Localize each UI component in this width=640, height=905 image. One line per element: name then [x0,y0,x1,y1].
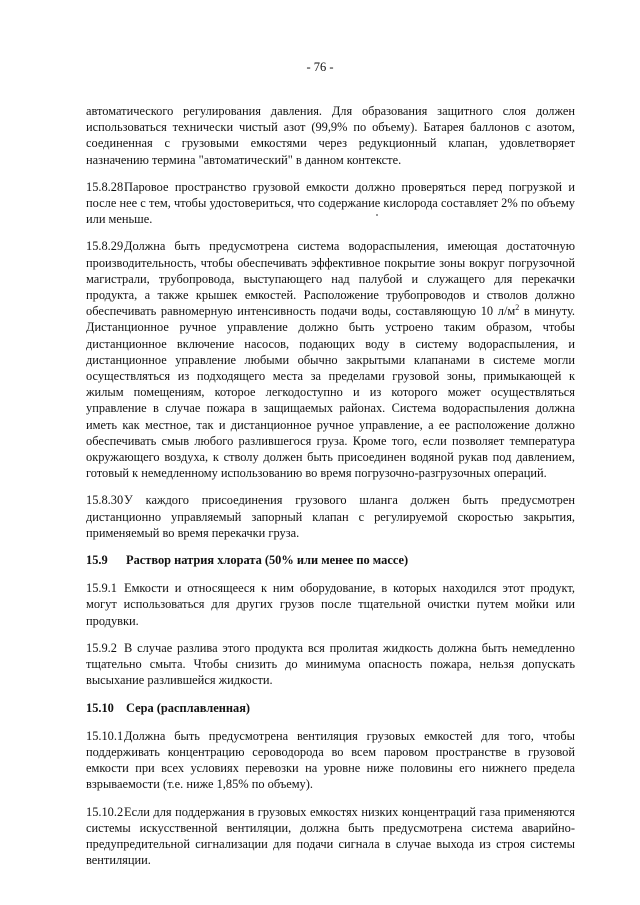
paragraph-text: Емкости и относящееся к ним оборудование, в которых находился этот продукт, могут использоваться для других грузов после тщательной очистки путем мойки или продувки. [86,581,575,628]
paragraph-number: 15.9.1 [86,581,117,596]
paragraph-15-8-30 [86,492,575,541]
paragraph-text-part-b: в минуту. Дистанционное ручное управление должно быть устроено таким образом, чтобы дистанционное включение насосов, подающих воду в систему водораспыления, и дистанционное управление любыми обычно закрытыми клапанами в системе могли осуществляться из подходящего места за пределами грузовой зоны, примыкающей к жилым помещениям, которое легкодоступно и из которого может осуществляться управление в случае пожара в защищаемых районах. Система водораспыления должна иметь как местное, так и дистанционное ручное управление, а ее расположение должно обеспечивать смыв любого разлившегося груза. Кроме того, если позволяет температура окружающего воздуха, к стволу должен быть присоединен водяной рукав под давлением, готовый к немедленному использованию во время погрузочно-разгрузочных операций. [86,304,575,481]
paragraph-number: 15.8.30 [86,493,124,508]
paragraph-15-9-2 [86,640,575,689]
paragraph-text: Если для поддержания в грузовых емкостях низких концентраций газа применяются системы искусственной вентиляции, должна быть предусмотрена система аварийно-предупредительной сигнализации для подачи сигнала в случае выхода из строя системы вентиляции. [86,804,575,868]
section-title: Раствор натрия хлората (50% или менее по массе) [126,553,409,568]
superscript: 2 [515,303,520,313]
document-body [86,103,575,879]
paragraph-number: 15.8.28 [86,179,124,194]
paragraph-number: 15.10.2 [86,804,124,819]
section-number: 15.9 [86,553,108,568]
paragraph-text: В случае разлива этого продукта вся пролитая жидкость должна быть немедленно тщательно смыта. Чтобы снизить до минимума опасность пожара, нельзя допускать высыхание разлившейся жидкости. [86,640,575,688]
paragraph-text: автоматического регулирования давления. Для образования защитного слоя должен использоваться технически чистый азот (99,9% по объему). Батарея баллонов с азотом, соединенная с грузовыми емкостями через редукционный клапан, удовлетворяет назначению термина "автоматический" в данном контексте. [86,104,575,167]
paragraph-intro [86,103,575,168]
paragraph-15-9-1 [86,580,575,629]
section-heading-15-9 [86,552,575,568]
section-heading-15-10 [86,700,575,716]
paragraph-text: У каждого присоединения грузового шланга должен быть предусмотрен дистанционно управляемый запорный клапан с регулируемой скоростью закрытия, применяемый во время перекачки груза. [86,493,575,540]
paragraph-number: 15.8.29 [86,239,124,254]
paragraph-text: Должна быть предусмотрена вентиляция грузовых емкостей для того, чтобы поддерживать концентрацию сероводорода во всем паровом пространстве в грузовой емкости при всех условиях перевозки на уровне ниже половины его нижнего предела взрываемости (т.е. ниже 1,85% по объему). [86,728,575,792]
section-number: 15.10 [86,700,114,715]
paragraph-text: Паровое пространство грузовой емкости должно проверяться перед погрузкой и после нее с тем, чтобы удостовериться, что содержание кислорода составляет 2% по объему или меньше. [86,179,575,227]
paragraph-15-10-1 [86,728,575,793]
paragraph-15-10-2 [86,804,575,869]
paragraph-text-part-a: Должна быть предусмотрена система водораспыления, имеющая достаточную производительность, чтобы обеспечивать эффективное покрытие зоны вокруг погрузочной магистрали, трубопровода, выступающего над палубой и служащего для перекачки продукта, а также крышек емкостей. Расположение трубопроводов и стволов должно обеспечивать равномерную интенсивность подачи воды, составляющую 10 л/м [86,239,575,319]
paragraph-number: 15.9.2 [86,640,117,655]
page-number: - 76 - [306,60,334,74]
paragraph-15-8-29 [86,238,575,481]
paragraph-15-8-28 [86,179,575,228]
paragraph-number: 15.10.1 [86,728,124,743]
section-title: Сера (расплавленная) [126,700,251,715]
